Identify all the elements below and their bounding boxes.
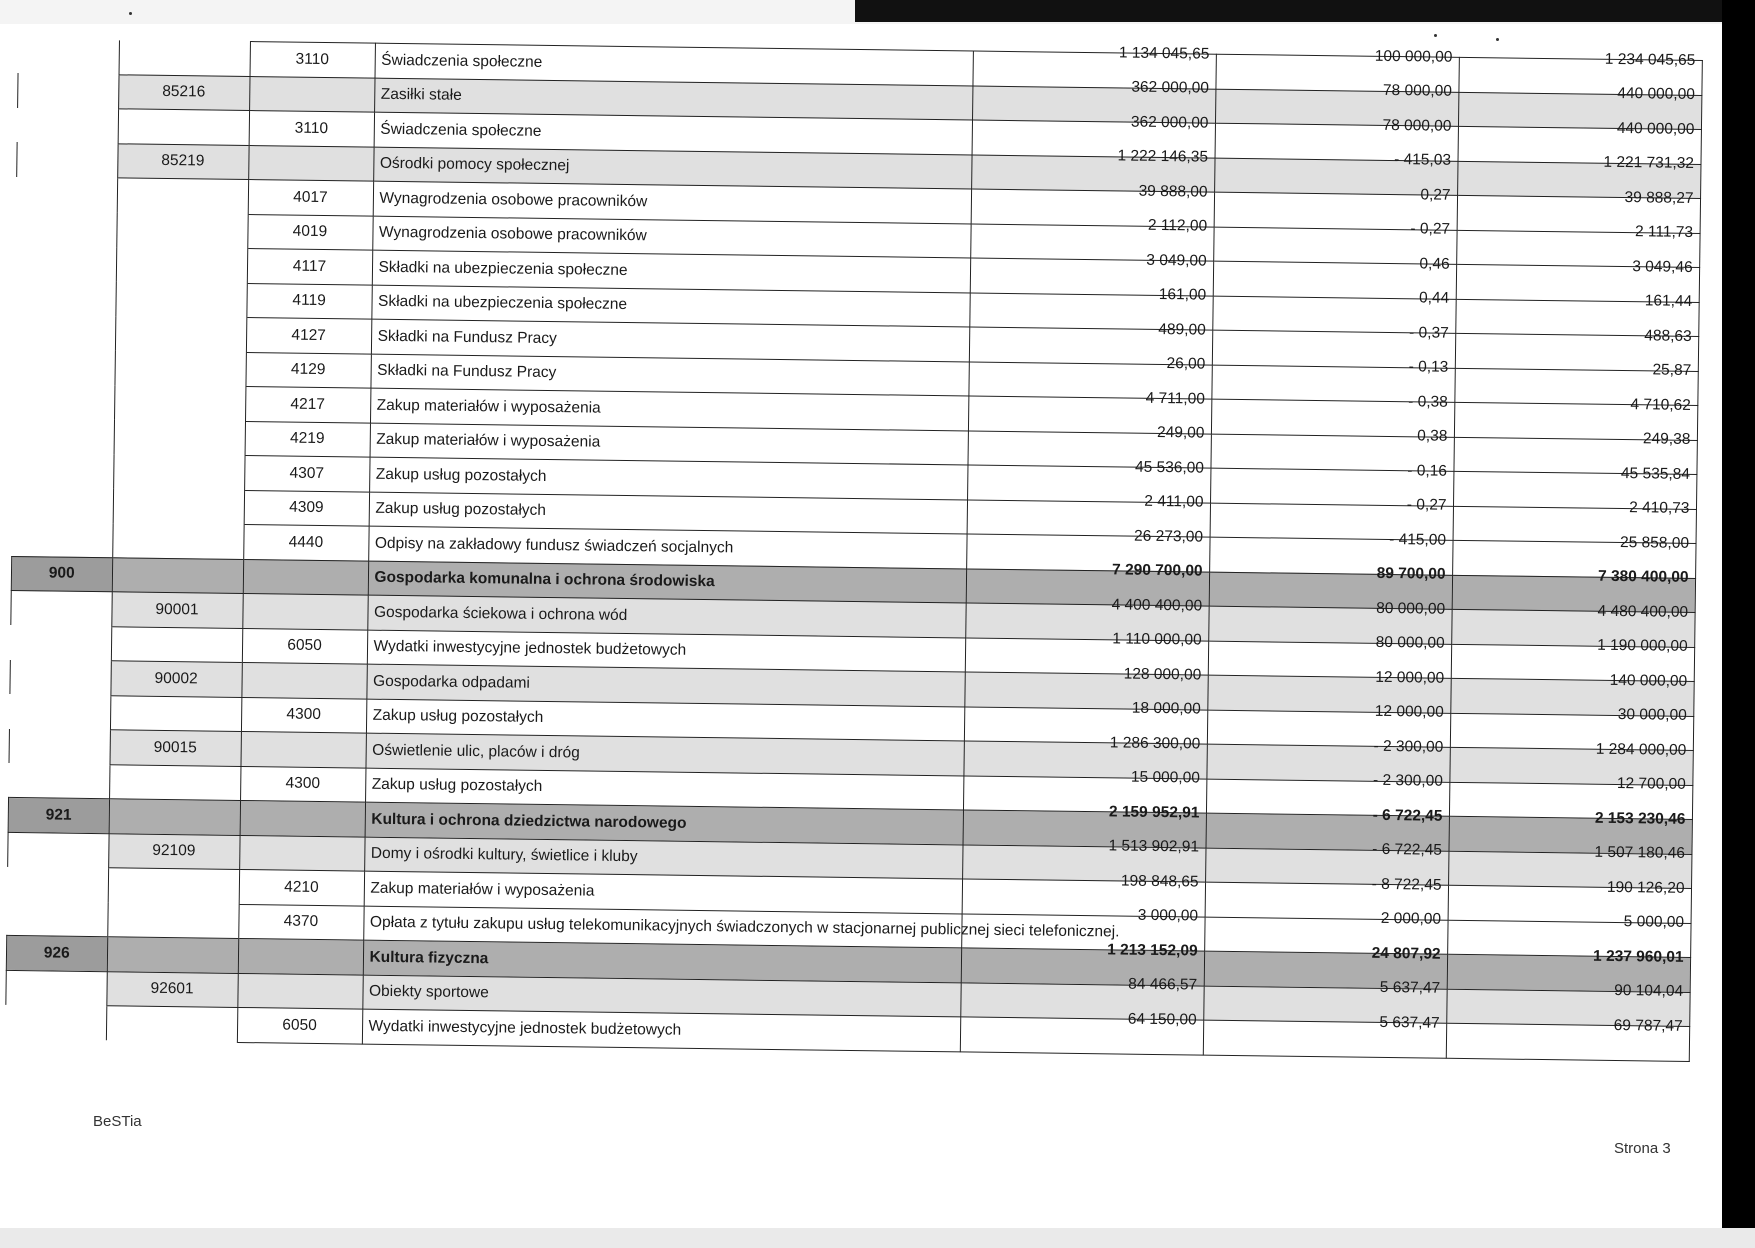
rozdzial-cell: 92601 <box>106 971 237 1007</box>
name-cell: Zakup usług pozostałych <box>365 768 963 810</box>
rozdzial-cell <box>116 247 247 283</box>
plan-cell-value: 26 273,00 <box>1133 527 1204 546</box>
dzial-cell <box>10 659 111 695</box>
plan-cell-value: 45 536,00 <box>1134 458 1205 477</box>
paragraf-cell: 4017 <box>248 180 373 216</box>
rozdzial-cell: 85219 <box>117 143 248 179</box>
plan-cell <box>960 1010 1203 1055</box>
page-number: Strona 3 <box>1614 1140 1671 1157</box>
paragraf-cell: 4440 <box>243 524 368 560</box>
change-cell-value: - 2 300,00 <box>1373 737 1444 756</box>
plan-cell-value: 4 711,00 <box>1145 389 1205 408</box>
after-cell-value: 4 710,62 <box>1630 395 1691 414</box>
change-cell-value: - 415,00 <box>1389 530 1447 549</box>
name-cell: Składki na Fundusz Pracy <box>370 354 968 396</box>
rozdzial-cell <box>115 316 246 352</box>
plan-cell-value: 1 110 000,00 <box>1112 630 1202 649</box>
paragraf-cell: 4370 <box>238 904 363 940</box>
scan-top-edge <box>0 0 1755 24</box>
paragraf-cell: 4300 <box>241 697 366 733</box>
change-cell-value: 80 000,00 <box>1375 634 1445 652</box>
plan-cell-value: 1 213 152,09 <box>1107 941 1198 960</box>
name-cell: Odpisy na zakładowy fundusz świadczeń socjalnych <box>368 526 966 568</box>
paragraf-cell: 6050 <box>242 628 367 664</box>
scan-bottom-edge <box>0 1228 1755 1248</box>
rozdzial-cell <box>116 212 247 248</box>
rozdzial-cell <box>113 488 244 524</box>
after-cell-value: 7 380 400,00 <box>1597 567 1689 587</box>
plan-cell-value: 3 049,00 <box>1146 251 1207 270</box>
after-cell-value: 69 787,47 <box>1613 1016 1683 1035</box>
plan-cell-value: 4 400 400,00 <box>1111 596 1203 615</box>
dzial-cell <box>12 521 113 557</box>
name-cell: Zakup materiałów i wyposażenia <box>370 388 968 430</box>
change-cell-value: 12 000,00 <box>1374 703 1444 721</box>
paragraf-cell <box>241 662 366 698</box>
after-cell-value: 39 888,27 <box>1624 188 1694 207</box>
after-cell-value: 2 153 230,46 <box>1594 809 1686 828</box>
after-cell-value: 488,63 <box>1644 327 1692 345</box>
paragraf-cell: 4129 <box>245 352 370 388</box>
paragraf-cell <box>249 76 374 112</box>
change-cell-value: 2 000,00 <box>1380 910 1442 928</box>
paragraf-cell: 4117 <box>247 249 372 285</box>
rozdzial-cell <box>109 764 240 800</box>
rozdzial-cell <box>108 868 239 904</box>
after-cell-value: 30 000,00 <box>1617 706 1687 725</box>
dzial-cell <box>7 901 108 937</box>
name-cell: Wydatki inwestycyjne jednostek budżetowych <box>367 630 965 672</box>
rozdzial-cell <box>107 902 238 938</box>
change-cell-value: 24 807,92 <box>1371 944 1441 963</box>
name-cell: Zakup usług pozostałych <box>366 699 964 741</box>
plan-cell-value: 1 134 045,65 <box>1118 44 1210 63</box>
dzial-cell <box>14 383 115 419</box>
rozdzial-cell <box>111 626 242 662</box>
paragraf-cell: 4307 <box>244 456 369 492</box>
plan-cell-value: 1 513 902,91 <box>1108 837 1200 856</box>
paragraf-cell <box>248 145 373 181</box>
rozdzial-cell: 92109 <box>108 833 239 869</box>
plan-cell-value: 128 000,00 <box>1123 665 1202 684</box>
scan-speck <box>1434 34 1437 37</box>
rozdzial-cell: 85216 <box>118 74 249 110</box>
rozdzial-cell <box>112 557 243 593</box>
after-cell-value: 2 410,73 <box>1629 499 1690 518</box>
change-cell <box>1203 1013 1446 1058</box>
name-cell: Zakup usług pozostałych <box>369 457 967 499</box>
change-cell-value: 5 637,47 <box>1379 979 1441 997</box>
after-cell-value: 3 049,46 <box>1632 257 1693 276</box>
paragraf-cell <box>240 731 365 767</box>
dzial-cell <box>16 176 117 212</box>
rozdzial-cell: 90001 <box>111 592 242 628</box>
plan-cell-value: 2 112,00 <box>1147 217 1208 235</box>
plan-cell-value: 64 150,00 <box>1127 1010 1197 1029</box>
dzial-cell <box>9 763 110 799</box>
after-cell <box>1446 1016 1689 1061</box>
name-cell: Zakup usług pozostałych <box>369 492 967 534</box>
dzial-cell <box>13 418 114 454</box>
after-cell-value: 1 190 000,00 <box>1597 636 1688 656</box>
after-cell-value: 2 111,73 <box>1634 223 1694 242</box>
plan-cell-value: 2 411,00 <box>1144 493 1204 511</box>
plan-cell-value: 198 848,65 <box>1120 872 1199 891</box>
name-cell: Kultura fizyczna <box>363 940 961 982</box>
name-cell: Składki na Fundusz Pracy <box>371 319 969 361</box>
paragraf-cell <box>240 800 365 836</box>
after-cell-value: 1 221 731,32 <box>1603 154 1695 173</box>
change-cell-value: 5 637,47 <box>1379 1013 1440 1032</box>
rozdzial-cell <box>114 350 245 386</box>
plan-cell-value: 3 000,00 <box>1137 906 1199 925</box>
after-cell-value: 249,38 <box>1642 430 1691 449</box>
name-cell: Opłata z tytułu zakupu usług telekomunikacyjnych świadczonych w stacjonarnej publicznej sieci telefonicznej. <box>363 906 961 948</box>
after-cell-value: 25 858,00 <box>1619 533 1690 552</box>
after-cell-value: 1 237 960,01 <box>1592 947 1684 966</box>
paragraf-cell: 4127 <box>246 318 371 354</box>
after-cell-value: 440 000,00 <box>1616 119 1695 138</box>
paragraf-cell: 4119 <box>246 283 371 319</box>
paragraf-cell: 3110 <box>250 42 375 78</box>
rozdzial-cell <box>106 1006 237 1042</box>
paragraf-cell: 4300 <box>240 766 365 802</box>
change-cell-value: 80 000,00 <box>1376 599 1446 618</box>
name-cell: Wydatki inwestycyjne jednostek budżetowych <box>362 1009 960 1051</box>
dzial-cell <box>6 970 107 1006</box>
dzial-cell <box>5 1004 106 1040</box>
rozdzial-cell <box>115 281 246 317</box>
plan-cell-value: 7 290 700,00 <box>1112 561 1203 580</box>
rozdzial-cell: 90002 <box>110 661 241 697</box>
dzial-cell <box>9 694 110 730</box>
change-cell-value: - 0,27 <box>1410 220 1451 239</box>
paragraf-cell <box>237 973 362 1009</box>
dzial-cell <box>18 39 119 75</box>
rozdzial-cell <box>109 799 240 835</box>
plan-cell-value: 489,00 <box>1158 320 1206 339</box>
dzial-cell <box>8 832 109 868</box>
change-cell-value: - 6 722,45 <box>1372 806 1443 825</box>
name-cell: Składki na ubezpieczenia społeczne <box>371 285 969 327</box>
paragraf-cell: 4210 <box>239 869 364 905</box>
dzial-cell <box>14 314 115 350</box>
change-cell-value: - 6 722,45 <box>1372 841 1443 859</box>
budget-table-body <box>5 39 1701 1061</box>
paragraf-cell <box>238 938 363 974</box>
change-cell-value: 78 000,00 <box>1382 116 1452 135</box>
paragraf-cell: 4019 <box>247 214 372 250</box>
change-cell-value: 0,38 <box>1417 427 1448 445</box>
plan-cell-value: 161,00 <box>1158 286 1207 304</box>
paragraf-cell: 6050 <box>237 1007 362 1043</box>
change-cell-value: - 0,13 <box>1408 358 1449 376</box>
paragraf-cell <box>243 559 368 595</box>
rozdzial-cell <box>114 419 245 455</box>
dzial-cell <box>11 590 112 626</box>
change-cell-value: - 415,03 <box>1394 151 1452 170</box>
plan-cell-value: 15 000,00 <box>1130 768 1201 787</box>
after-cell-value: 440 000,00 <box>1617 85 1696 104</box>
change-cell-value: 12 000,00 <box>1375 668 1445 687</box>
after-cell-value: 190 126,20 <box>1606 878 1685 897</box>
name-cell: Domy i ośrodki kultury, świetlice i kluby <box>364 837 962 879</box>
after-cell-value: 45 535,84 <box>1620 464 1691 483</box>
after-cell-value: 5 000,00 <box>1623 913 1685 932</box>
name-cell: Świadczenia społeczne <box>375 43 973 85</box>
dzial-cell <box>10 625 111 661</box>
dzial-cell <box>14 349 115 385</box>
dzial-cell <box>17 108 118 144</box>
change-cell-value: - 2 300,00 <box>1372 772 1444 790</box>
name-cell: Wynagrodzenia osobowe pracowników <box>372 216 970 258</box>
after-cell-value: 25,87 <box>1652 361 1692 380</box>
plan-cell-value: 18 000,00 <box>1131 699 1201 718</box>
budget-table <box>5 38 1702 1061</box>
rozdzial-cell <box>110 695 241 731</box>
software-name: BeSTia <box>93 1113 142 1130</box>
change-cell-value: - 8 722,45 <box>1371 875 1442 894</box>
after-cell-value: 161,44 <box>1644 292 1693 311</box>
change-cell-value: - 0,37 <box>1409 323 1449 342</box>
plan-cell-value: 362 000,00 <box>1131 78 1210 97</box>
dzial-cell <box>16 211 117 247</box>
paragraf-cell <box>242 593 367 629</box>
rozdzial-cell <box>107 937 238 973</box>
after-cell-value: 1 234 045,65 <box>1604 50 1696 69</box>
after-cell-value: 4 480 400,00 <box>1597 602 1689 621</box>
rozdzial-cell <box>114 385 245 421</box>
change-cell-value: - 0,38 <box>1408 392 1448 411</box>
scan-dark-margin <box>855 0 1755 22</box>
name-cell: Świadczenia społeczne <box>374 112 972 154</box>
plan-cell-value: 1 222 146,35 <box>1117 147 1209 166</box>
name-cell: Ośrodki pomocy społecznej <box>373 147 971 189</box>
paragraf-cell: 4219 <box>245 421 370 457</box>
name-cell: Oświetlenie ulic, placów i dróg <box>365 733 963 775</box>
dzial-cell <box>18 73 119 109</box>
dzial-cell: 900 <box>11 556 112 592</box>
dzial-cell <box>15 245 116 281</box>
after-cell-value: 12 700,00 <box>1616 775 1686 794</box>
dzial-cell: 921 <box>8 797 109 833</box>
rozdzial-cell <box>117 178 248 214</box>
rozdzial-cell <box>119 40 250 76</box>
change-cell-value: 0,27 <box>1420 186 1451 204</box>
after-cell-value: 1 284 000,00 <box>1595 740 1687 759</box>
after-cell-value: 90 104,04 <box>1614 982 1684 1001</box>
change-cell-value: 78 000,00 <box>1382 82 1453 101</box>
rozdzial-cell <box>118 109 249 145</box>
rozdzial-cell <box>113 454 244 490</box>
dzial-cell <box>7 866 108 902</box>
rozdzial-cell: 90015 <box>110 730 241 766</box>
plan-cell-value: 2 159 952,91 <box>1108 803 1200 822</box>
rozdzial-cell <box>112 523 243 559</box>
name-cell: Gospodarka komunalna i ochrona środowiska <box>368 561 966 603</box>
plan-cell-value: 249,00 <box>1156 424 1205 442</box>
name-cell: Składki na ubezpieczenia społeczne <box>372 250 970 292</box>
scan-speck <box>1496 38 1499 41</box>
paragraf-cell: 3110 <box>249 111 374 147</box>
change-cell-value: - 0,27 <box>1406 496 1447 514</box>
dzial-cell <box>15 280 116 316</box>
name-cell: Wynagrodzenia osobowe pracowników <box>373 181 971 223</box>
name-cell: Gospodarka odpadami <box>366 664 964 706</box>
budget-document <box>4 38 1708 1140</box>
paragraf-cell: 4309 <box>244 490 369 526</box>
plan-cell-value: 362 000,00 <box>1130 113 1209 132</box>
name-cell: Obiekty sportowe <box>362 975 960 1017</box>
name-cell: Zakup materiałów i wyposażenia <box>370 423 968 465</box>
change-cell-value: 0,44 <box>1418 289 1450 308</box>
name-cell: Zasiłki stałe <box>374 78 972 120</box>
dzial-cell <box>13 452 114 488</box>
plan-cell-value: 26,00 <box>1166 355 1206 373</box>
plan-cell-value: 84 466,57 <box>1128 975 1198 994</box>
change-cell-value: 100 000,00 <box>1374 47 1453 66</box>
scan-speck <box>129 12 132 15</box>
scan-right-edge <box>1722 0 1755 1248</box>
dzial-cell <box>9 728 110 764</box>
dzial-cell <box>17 142 118 178</box>
name-cell: Zakup materiałów i wyposażenia <box>364 871 962 913</box>
plan-cell-value: 1 286 300,00 <box>1109 734 1201 753</box>
dzial-cell: 926 <box>6 935 107 971</box>
change-cell-value: 0,46 <box>1419 255 1450 273</box>
name-cell: Kultura i ochrona dziedzictwa narodowego <box>365 802 963 844</box>
after-cell-value: 1 507 180,46 <box>1594 843 1686 863</box>
paragraf-cell: 4217 <box>245 387 370 423</box>
paragraf-cell <box>239 835 364 871</box>
plan-cell-value: 39 888,00 <box>1138 182 1208 201</box>
name-cell: Gospodarka ściekowa i ochrona wód <box>367 595 965 637</box>
dzial-cell <box>12 487 113 523</box>
change-cell-value: 89 700,00 <box>1376 565 1446 583</box>
change-cell-value: - 0,16 <box>1407 461 1448 480</box>
after-cell-value: 140 000,00 <box>1609 671 1688 690</box>
